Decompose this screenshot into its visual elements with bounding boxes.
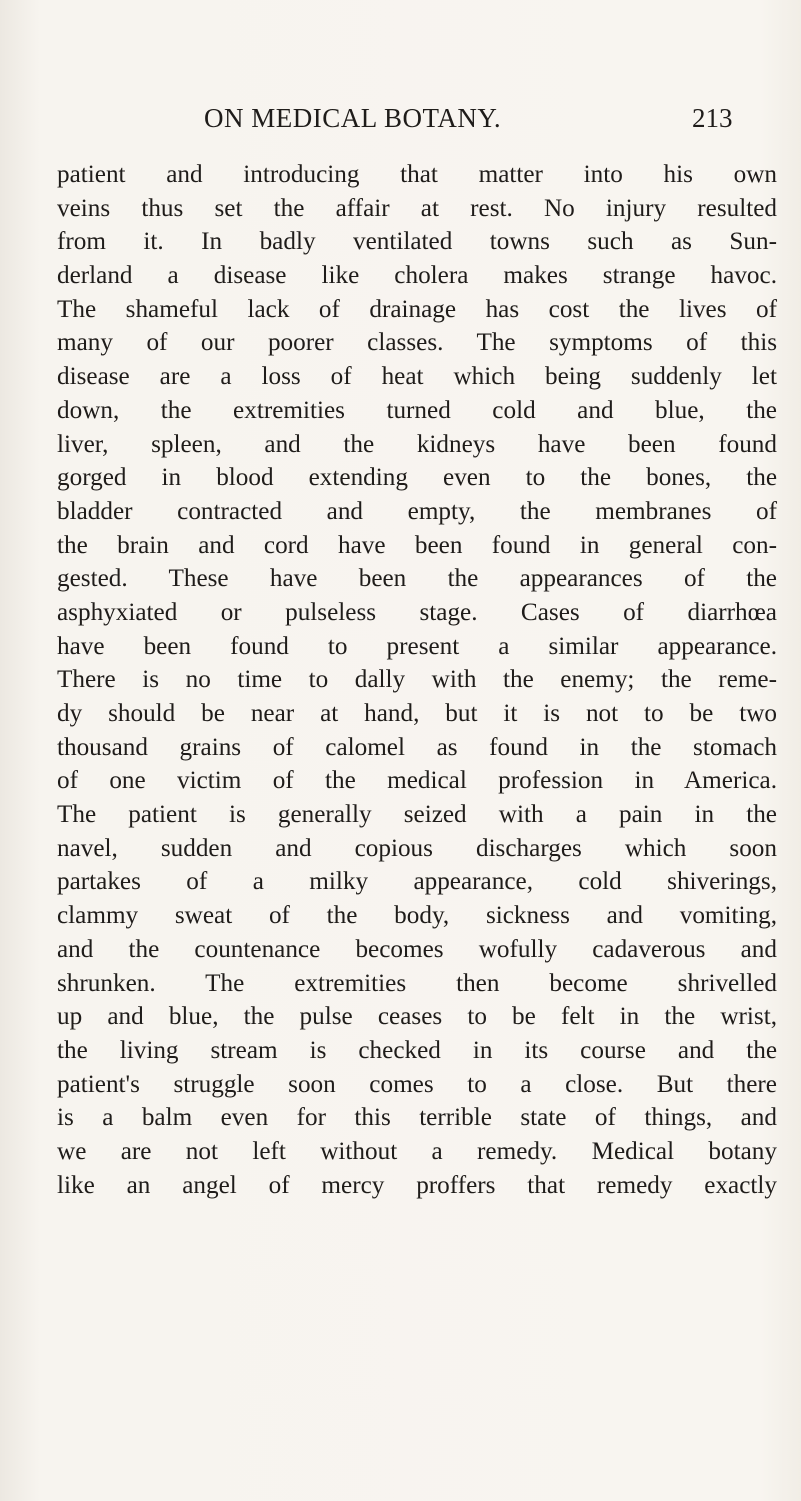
text-line: The patient is generally seized with a pain in the [57, 801, 777, 829]
text-line: up and blue, the pulse ceases to be felt in the wrist, [57, 1003, 777, 1031]
text-line: partakes of a milky appearance, cold shiverings, [57, 868, 777, 896]
text-line: derland a disease like cholera makes strange havoc. [57, 262, 777, 290]
text-line: disease are a loss of heat which being suddenly let [57, 363, 777, 391]
text-line: the living stream is checked in its course and the [57, 1036, 777, 1064]
text-line: gested. These have been the appearances of the [57, 565, 777, 593]
text-line: navel, sudden and copious discharges which soon [57, 834, 777, 862]
text-line: we are not left without a remedy. Medical botany [57, 1137, 777, 1165]
text-line: have been found to present a similar appearance. [57, 632, 777, 660]
text-line: The shameful lack of drainage has cost the lives of [57, 295, 777, 323]
text-line: gorged in blood extending even to the bones, the [57, 464, 777, 492]
text-line: veins thus set the affair at rest. No injury resulted [57, 194, 777, 222]
text-line: liver, spleen, and the kidneys have been found [57, 430, 777, 458]
text-line: from it. In badly ventilated towns such as Sun- [57, 228, 777, 256]
text-line: is a balm even for this terrible state of things, and [57, 1104, 777, 1132]
text-line: down, the extremities turned cold and blue, the [57, 396, 777, 424]
text-line: many of our poorer classes. The symptoms of this [57, 329, 777, 357]
text-line: asphyxiated or pulseless stage. Cases of diarrhœa [57, 598, 777, 626]
page-number: 213 [692, 103, 733, 133]
text-line: like an angel of mercy proffers that remedy exactly [57, 1171, 777, 1199]
text-line: There is no time to dally with the enemy; the reme- [57, 666, 777, 694]
text-line: and the countenance becomes wofully cadaverous and [57, 935, 777, 963]
body-text [57, 158, 777, 1202]
text-line: patient and introducing that matter into his own [57, 161, 777, 188]
text-line: thousand grains of calomel as found in the stomach [57, 733, 777, 761]
text-line: of one victim of the medical profession in America. [57, 767, 777, 795]
text-line: the brain and cord have been found in general con- [57, 531, 777, 559]
text-line: patient's struggle soon comes to a close. But there [57, 1070, 777, 1098]
text-line: bladder contracted and empty, the membranes of [57, 497, 777, 525]
text-line: shrunken. The extremities then become shrivelled [57, 969, 777, 997]
text-line: clammy sweat of the body, sickness and vomiting, [57, 902, 777, 930]
text-line: dy should be near at hand, but it is not to be two [57, 700, 777, 727]
running-head [0, 98, 801, 138]
running-head-title: ON MEDICAL BOTANY. [204, 103, 502, 133]
